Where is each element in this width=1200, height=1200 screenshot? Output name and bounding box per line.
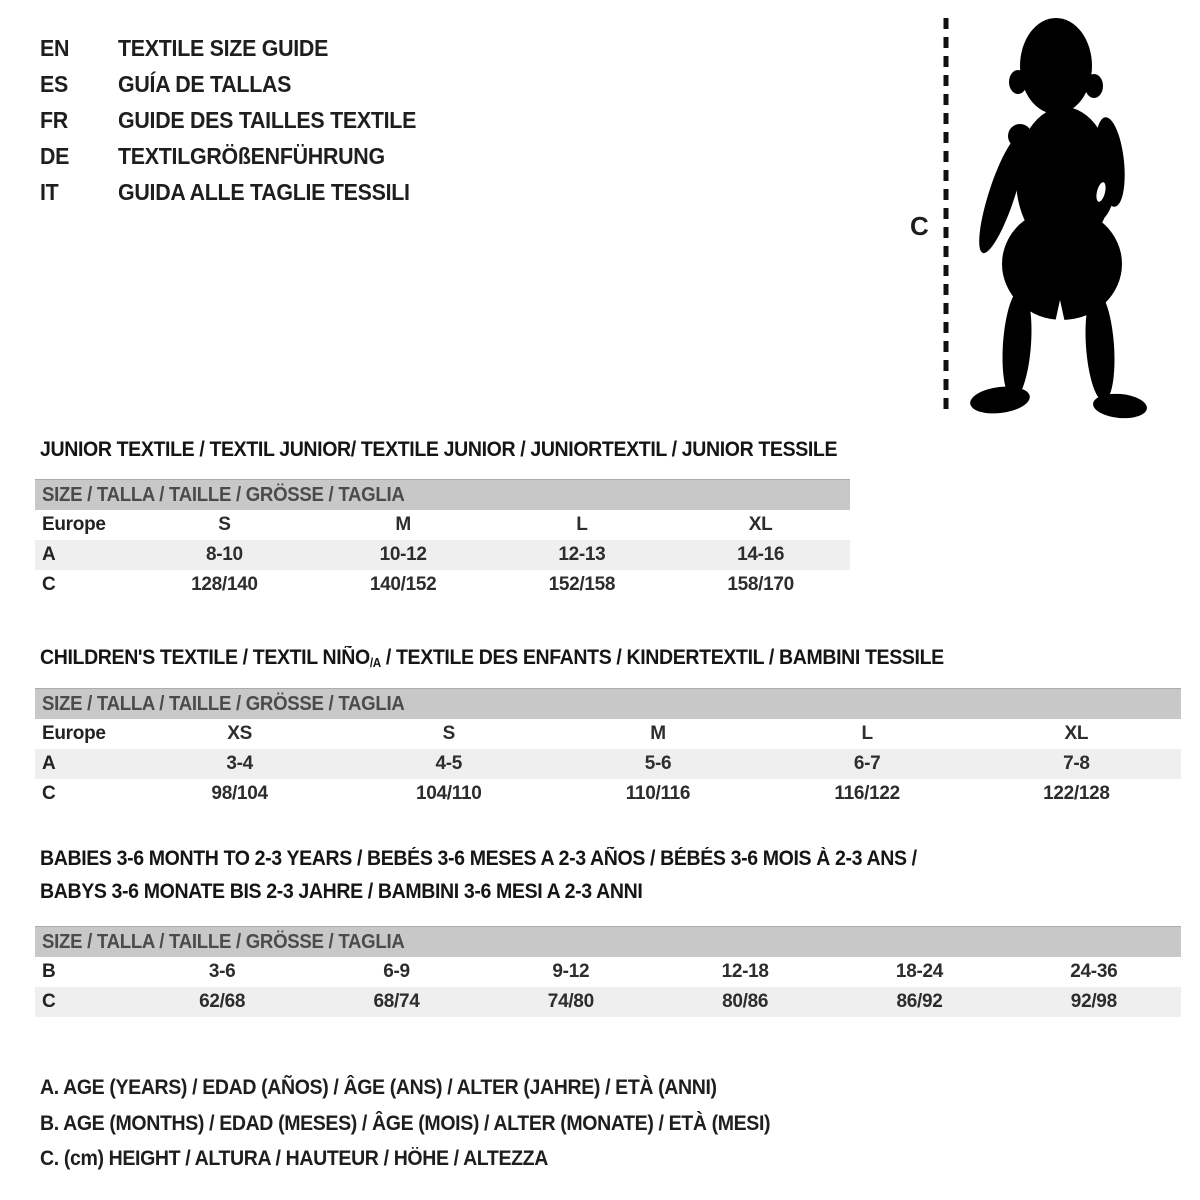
table-row <box>35 570 850 600</box>
table-row <box>35 957 1181 987</box>
size-table-header-bar <box>35 480 850 511</box>
language-code: FR <box>40 106 68 133</box>
age-cell: 12-13 <box>558 544 606 565</box>
language-row <box>40 138 439 174</box>
babies-section-title: BABIES 3-6 MONTH TO 2-3 YEARS / BEBÉS 3-6 MESES A 2-3 AÑOS / BÉBÉS 3-6 MOIS À 2-3 ANS / BABYS 3-6 MONATE BIS 2-3 JAHRE / BAMBINI 3-6 MESI A 2-3 ANNI <box>40 847 917 903</box>
junior-size-table <box>35 479 850 600</box>
height-cell: 98/104 <box>211 783 268 804</box>
size-cell: S <box>442 723 455 744</box>
age-cell: 14-16 <box>737 544 785 565</box>
table-row <box>35 540 850 570</box>
row-label: C <box>42 991 56 1012</box>
language-code: DE <box>40 142 70 169</box>
size-cell: S <box>218 514 231 535</box>
table-row <box>35 987 1181 1017</box>
age-cell: 4-5 <box>435 753 463 774</box>
size-table-header-bar <box>35 689 1181 720</box>
children-size-table <box>35 688 1181 809</box>
age-cell: 9-12 <box>552 961 590 982</box>
age-cell: 18-24 <box>895 961 944 982</box>
height-cell: 68/74 <box>373 991 420 1012</box>
age-cell: 6-7 <box>853 753 881 774</box>
age-cell: 3-6 <box>208 961 236 982</box>
row-label: A <box>42 544 56 565</box>
baby-silhouette-icon <box>900 8 1160 420</box>
legend-line-a: A. AGE (YEARS) / EDAD (AÑOS) / ÂGE (ANS) / ALTER (JAHRE) / ETÀ (ANNI) <box>40 1076 717 1099</box>
row-label: C <box>42 574 56 595</box>
age-cell: 24-36 <box>1070 961 1118 982</box>
measurement-legend <box>40 1070 825 1177</box>
language-code: EN <box>40 34 70 61</box>
age-cell: 10-12 <box>379 544 427 565</box>
age-cell: 6-9 <box>383 961 410 982</box>
size-cell: L <box>576 514 588 535</box>
height-cell: 104/110 <box>416 783 482 804</box>
age-cell: 3-4 <box>226 753 253 774</box>
table-row <box>35 719 1181 749</box>
size-cell: L <box>861 723 873 744</box>
junior-section-title: JUNIOR TEXTILE / TEXTIL JUNIOR/ TEXTILE JUNIOR / JUNIORTEXTIL / JUNIOR TESSILE <box>40 438 838 461</box>
age-cell: 12-18 <box>721 961 769 982</box>
size-cell: XL <box>1064 723 1089 744</box>
height-cell: 128/140 <box>191 574 258 595</box>
height-cell: 110/116 <box>625 783 691 804</box>
height-cell: 152/158 <box>548 574 616 595</box>
size-table-header-label: SIZE / TALLA / TAILLE / GRÖSSE / TAGLIA <box>42 692 405 715</box>
height-cell: 86/92 <box>896 991 943 1012</box>
guide-title: GUIDE DES TAILLES TEXTILE <box>118 106 417 133</box>
age-cell: 7-8 <box>1063 753 1090 774</box>
table-row <box>35 779 1181 809</box>
age-cell: 5-6 <box>644 753 672 774</box>
height-cell: 74/80 <box>547 991 594 1012</box>
babies-size-table <box>35 926 1181 1017</box>
height-cell: 158/170 <box>727 574 794 595</box>
language-title-list <box>40 30 439 210</box>
height-measure-label: C <box>910 211 929 241</box>
row-label: Europe <box>42 514 106 535</box>
row-label: B <box>42 961 56 982</box>
row-label: Europe <box>42 723 106 744</box>
row-label: A <box>42 753 56 774</box>
height-cell: 140/152 <box>369 574 437 595</box>
guide-title: TEXTILGRÖßENFÜHRUNG <box>118 142 385 169</box>
language-row <box>40 102 439 138</box>
size-cell: M <box>650 723 666 744</box>
language-row <box>40 174 439 210</box>
language-code: ES <box>40 70 68 97</box>
height-cell: 62/68 <box>199 991 246 1012</box>
height-cell: 80/86 <box>722 991 769 1012</box>
row-label: C <box>42 783 56 804</box>
size-table-header-label: SIZE / TALLA / TAILLE / GRÖSSE / TAGLIA <box>42 930 405 953</box>
size-cell: XL <box>748 514 773 535</box>
height-cell: 92/98 <box>1070 991 1117 1012</box>
table-row <box>35 749 1181 779</box>
guide-title: TEXTILE SIZE GUIDE <box>118 34 329 61</box>
guide-title: GUIDA ALLE TAGLIE TESSILI <box>118 178 410 205</box>
language-row <box>40 66 439 102</box>
language-row <box>40 30 439 66</box>
age-cell: 8-10 <box>205 544 243 565</box>
size-cell: XS <box>227 723 252 744</box>
table-row <box>35 510 850 540</box>
height-cell: 116/122 <box>834 783 900 804</box>
size-table-header-bar <box>35 927 1181 958</box>
children-section-title: CHILDREN'S TEXTILE / TEXTIL $NIÑO_{/A}$ / TEXTILE DES ENFANTS / KINDERTEXTIL / BAMBINI TESSILE <box>40 646 944 670</box>
height-cell: 122/128 <box>1043 783 1110 804</box>
language-code: IT <box>40 178 59 205</box>
guide-title: GUÍA DE TALLAS <box>118 70 292 97</box>
nino-a-subscript: /A <box>369 655 381 670</box>
size-cell: M <box>395 514 411 535</box>
legend-line-b: B. AGE (MONTHS) / EDAD (MESES) / ÂGE (MOIS) / ALTER (MONATE) / ETÀ (MESI) <box>40 1111 771 1135</box>
size-table-header-label: SIZE / TALLA / TAILLE / GRÖSSE / TAGLIA <box>42 483 405 506</box>
legend-line-c: C. (cm) HEIGHT / ALTURA / HAUTEUR / HÖHE / ALTEZZA <box>40 1147 548 1170</box>
